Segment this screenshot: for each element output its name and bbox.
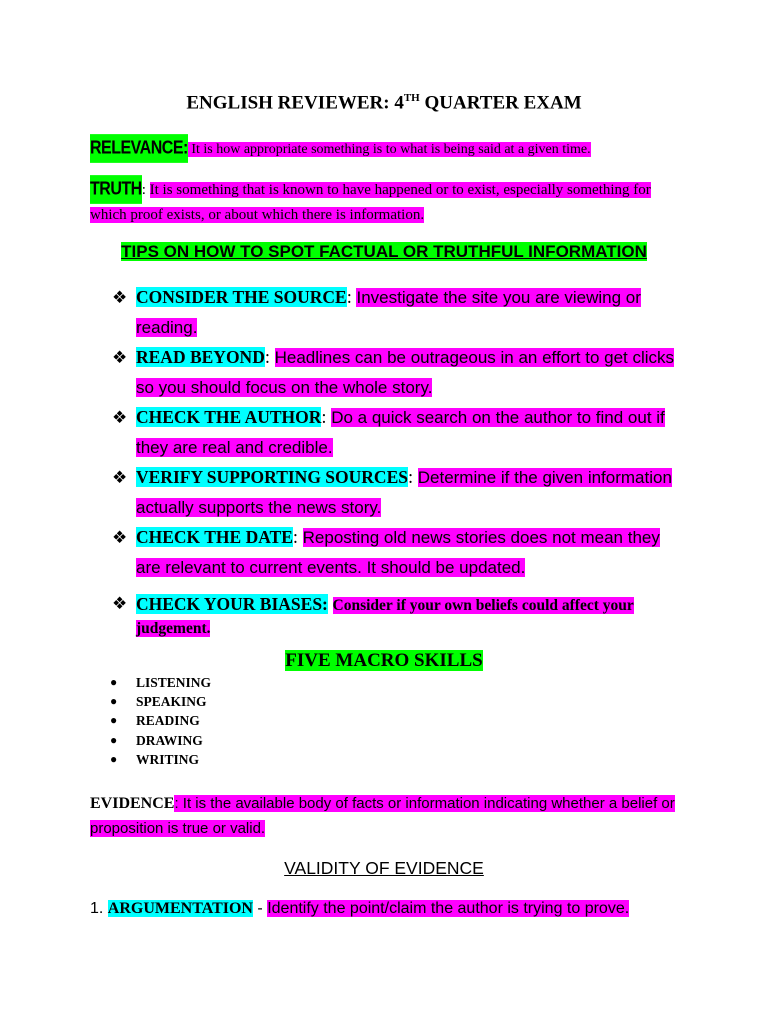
list-item — [112, 523, 682, 583]
skill-label: DRAWING — [136, 732, 203, 748]
tip-label: CHECK THE AUTHOR — [136, 407, 322, 427]
skill-label: WRITING — [136, 751, 200, 767]
tips-heading-text: TIPS ON HOW TO SPOT FACTUAL OR TRUTHFUL INFORMATION — [121, 242, 647, 261]
truth-term: TRUTH — [90, 175, 142, 204]
tip-separator: : — [264, 348, 275, 368]
bullet-icon: ● — [110, 713, 118, 728]
tip-description: Reposting old news stories does not mean they are relevant to current events. It should be updated. — [136, 528, 660, 577]
list-item — [110, 750, 211, 769]
skill-label: LISTENING — [136, 675, 212, 690]
title-main: ENGLISH REVIEWER: 4 — [186, 92, 404, 114]
diamond-bullet-icon: ❖ — [112, 528, 128, 547]
diamond-bullet-icon: ❖ — [112, 594, 128, 613]
tip-separator: : — [321, 408, 332, 428]
diamond-bullet-icon: ❖ — [112, 288, 128, 307]
title-rest: QUARTER EXAM — [419, 92, 582, 114]
list-item — [112, 403, 682, 463]
list-item — [110, 692, 211, 711]
tip-label: CHECK YOUR BIASES: — [136, 594, 328, 614]
tip-description: Do a quick search on the author to find out if they are real and credible. — [136, 408, 665, 457]
argumentation-label: ARGUMENTATION — [107, 900, 253, 917]
list-item — [112, 343, 682, 403]
relevance-text: It is how appropriate something is to what is being said at a given time. — [187, 142, 591, 157]
argumentation-description: Identify the point/claim the author is trying to prove. — [267, 900, 630, 917]
list-item — [112, 593, 682, 640]
title-superscript: TH — [403, 92, 420, 104]
tip-description: Investigate the site you are viewing or reading. — [136, 288, 641, 337]
validity-heading — [0, 858, 768, 879]
tip-label: VERIFY SUPPORTING SOURCES — [136, 467, 408, 487]
macro-skills-list — [110, 673, 211, 769]
bullet-icon: ● — [110, 732, 118, 747]
validity-heading-text: VALIDITY OF EVIDENCE — [284, 858, 484, 878]
tip-description: Consider if your own beliefs could affect your judgement. — [136, 597, 634, 637]
tip-separator: : — [346, 288, 357, 308]
list-item — [110, 711, 211, 730]
list-item — [112, 463, 682, 523]
tips-list — [112, 283, 682, 640]
skill-label: SPEAKING — [136, 694, 207, 710]
macro-skills-heading — [0, 650, 768, 672]
truth-separator: : — [141, 182, 150, 198]
argumentation-number: 1. — [90, 900, 108, 917]
evidence-definition — [90, 791, 690, 841]
evidence-text: : It is the available body of facts or information indicating whether a belief or proposition is true or valid. — [90, 795, 675, 837]
tip-label: CONSIDER THE SOURCE — [136, 287, 347, 307]
tip-label: READ BEYOND — [136, 347, 265, 367]
macro-skills-heading-text: FIVE MACRO SKILLS — [285, 650, 483, 671]
bullet-icon: ● — [110, 751, 118, 766]
tip-separator: : — [292, 528, 303, 548]
diamond-bullet-icon: ❖ — [112, 348, 128, 367]
relevance-term: RELEVANCE: — [90, 134, 188, 163]
bullet-icon: ● — [110, 694, 118, 709]
list-item — [110, 673, 211, 692]
list-item — [110, 731, 211, 750]
relevance-definition — [90, 136, 680, 162]
argumentation-separator: - — [252, 900, 268, 917]
page-title — [0, 92, 768, 114]
skill-label: READING — [136, 713, 200, 729]
tip-separator — [328, 595, 333, 615]
argumentation-item — [90, 896, 710, 921]
diamond-bullet-icon: ❖ — [112, 468, 128, 487]
tip-description: Headlines can be outrageous in an effort to get clicks so you should focus on the whole story. — [136, 348, 675, 397]
tips-heading — [0, 242, 768, 262]
tip-label: CHECK THE DATE — [136, 527, 293, 547]
bullet-icon: ● — [110, 675, 118, 689]
list-item — [112, 283, 682, 343]
truth-text: It is something that is known to have happened or to exist, especially something for which proof exists, or about which there is information. — [90, 182, 651, 223]
truth-definition — [90, 177, 680, 228]
evidence-term: EVIDENCE — [90, 795, 175, 812]
tip-description: Determine if the given information actually supports the news story. — [136, 468, 672, 517]
diamond-bullet-icon: ❖ — [112, 408, 128, 427]
tip-separator: : — [407, 468, 418, 488]
